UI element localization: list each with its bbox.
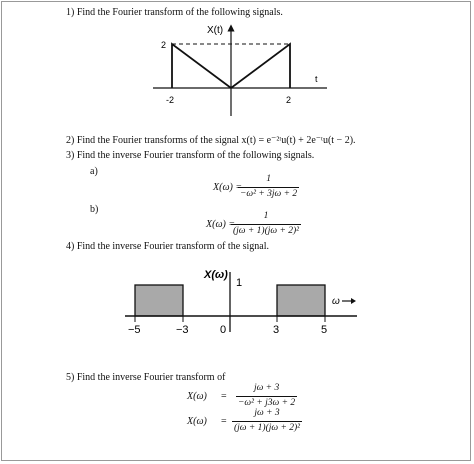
problem-2-text: 2) Find the Fourier transforms of the signal x(t) = e⁻²ᵗu(t) + 2e⁻ᵗu(t − 2). (66, 135, 356, 146)
problem-1-text: 1) Find the Fourier transform of the following signals. (66, 7, 283, 18)
problem-3b-label: b) (90, 204, 99, 215)
x-axis-label: t (315, 74, 318, 84)
problem-5-text: 5) Find the inverse Fourier transform of (66, 372, 226, 383)
problem-5-eq1-lhs: X(ω) (187, 391, 207, 402)
y-axis-label: X(ω) (204, 269, 228, 281)
problem-3-text: 3) Find the inverse Fourier transform of the following signals. (66, 150, 315, 161)
problem-3a-fraction (238, 175, 299, 199)
x-tick-2: 2 (286, 95, 292, 105)
problem-3b-numerator: 1 (263, 211, 269, 221)
figure-2-spectrum-plot (120, 262, 365, 342)
problem-3a-label: a) (90, 166, 98, 177)
problem-5-eq2-denominator: (jω + 1)(jω + 2)² (234, 422, 301, 433)
tick-0: 0 (220, 324, 227, 336)
problem-3a-denominator: −ω² + 3jω + 2 (240, 188, 298, 199)
problem-5-eq1-equals: = (221, 391, 227, 402)
figure-1-signal-plot (135, 20, 340, 120)
problem-5-eq2-numerator: jω + 3 (254, 408, 280, 418)
left-band-rect (135, 285, 183, 316)
problem-3a-lhs: X(ω) = (213, 182, 243, 193)
problem-5-eq2-equals: = (221, 416, 227, 427)
problem-3a-numerator: 1 (266, 174, 271, 184)
tick-neg3: −3 (176, 324, 189, 336)
y-axis-label: X(t) (207, 25, 224, 36)
tick-3: 3 (273, 324, 280, 336)
problem-5-eq1-fraction (236, 384, 297, 408)
tick-neg5: −5 (128, 324, 141, 336)
problem-5-eq1-numerator: jω + 3 (253, 383, 280, 393)
right-band-rect (277, 285, 325, 316)
y-tick-2: 2 (161, 40, 167, 50)
omega-arrow-label: ω (332, 296, 340, 307)
problem-5-eq2-lhs: X(ω) (187, 416, 207, 427)
height-label: 1 (236, 277, 243, 289)
problem-5-eq2-fraction (232, 409, 302, 433)
tick-5: 5 (321, 324, 328, 336)
problem-3b-fraction (231, 212, 301, 236)
problem-5-eq1-denominator: −ω² + j3ω + 2 (238, 397, 296, 408)
problem-3b-lhs: X(ω) = (206, 219, 236, 230)
x-tick-neg2: -2 (166, 95, 175, 105)
problem-3b-denominator: (jω + 1)(jω + 2)² (233, 225, 300, 236)
problem-4-text: 4) Find the inverse Fourier transform of the signal. (66, 241, 270, 252)
